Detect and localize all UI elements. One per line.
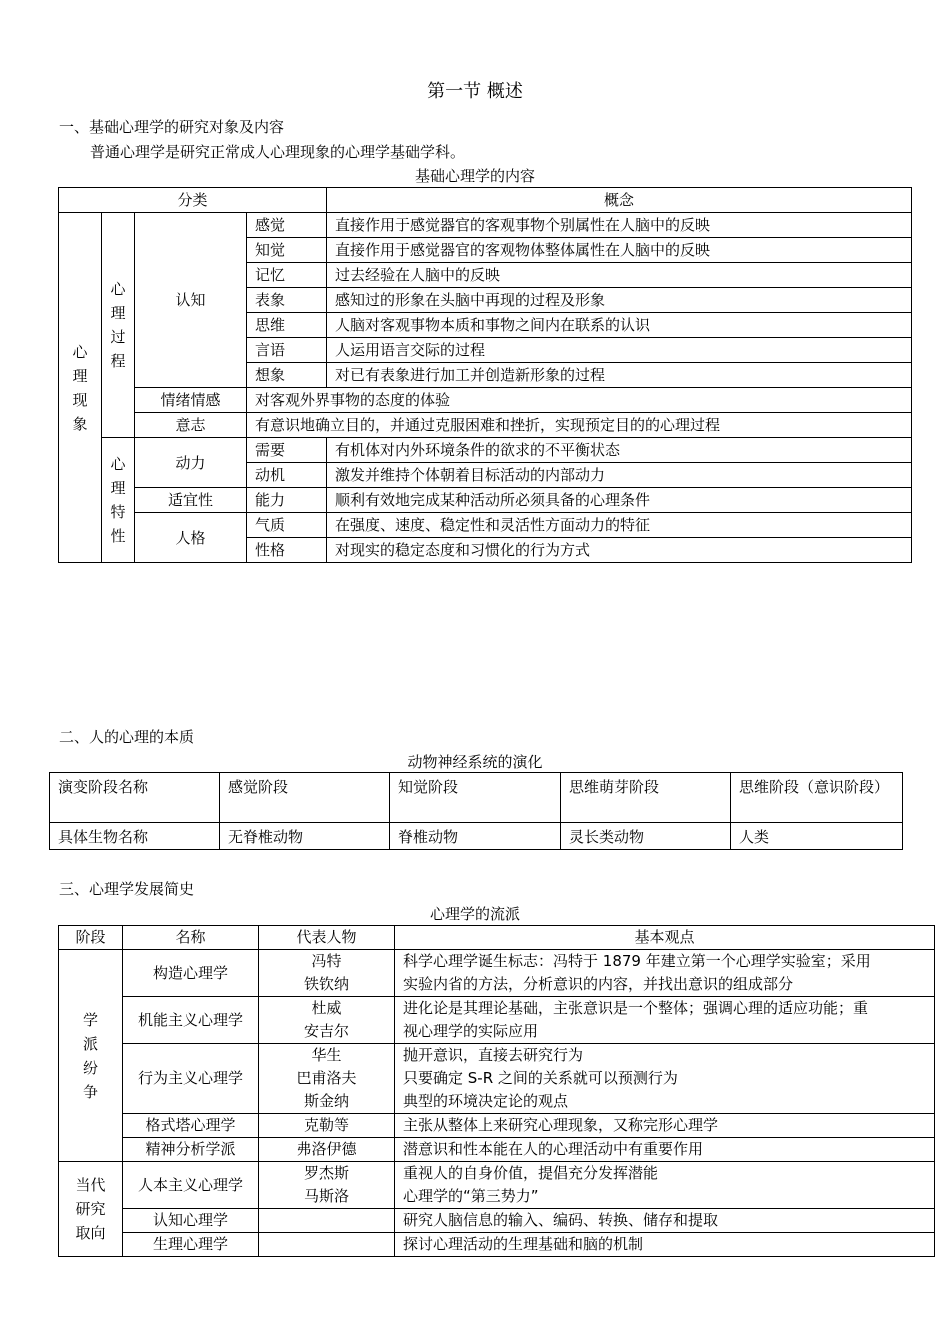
- definition-cell: 直接作用于感觉器官的客观物体整体属性在人脑中的反映: [327, 238, 912, 263]
- definition-cell: 人脑对客观事物本质和事物之间内在联系的认识: [327, 313, 912, 338]
- organism-cell: 具体生物名称: [50, 823, 220, 850]
- header-category: 分类: [59, 188, 327, 213]
- nervous-system-table: [49, 772, 903, 850]
- term-cell: 感觉: [247, 213, 327, 238]
- cognition-label: 认知: [135, 213, 247, 388]
- organism-cell: 脊椎动物: [390, 823, 561, 850]
- page-title: 第一节 概述: [427, 81, 523, 102]
- will-label: 意志: [135, 413, 247, 438]
- aptitude-label: 适宜性: [135, 488, 247, 513]
- school-people: 克勒等: [259, 1114, 395, 1138]
- personality-label: 人格: [135, 513, 247, 563]
- school-name: 精神分析学派: [123, 1138, 259, 1162]
- root-label: 心 理 现 象: [59, 213, 102, 563]
- section1-intro: 普通心理学是研究正常成人心理现象的心理学基础学科。: [90, 143, 466, 161]
- school-people: 弗洛伊德: [259, 1138, 395, 1162]
- emotion-label: 情绪情感: [135, 388, 247, 413]
- section3-heading: 三、心理学发展简史: [59, 880, 195, 898]
- term-cell: 表象: [247, 288, 327, 313]
- school-people: 华生 巴甫洛夫 斯金纳: [259, 1044, 395, 1114]
- term-cell: 动机: [247, 463, 327, 488]
- definition-cell: 直接作用于感觉器官的客观事物个别属性在人脑中的反映: [327, 213, 912, 238]
- definition-cell: 有意识地确立目的，并通过克服困难和挫折，实现预定目的的心理过程: [247, 413, 912, 438]
- school-views: 抛开意识，直接去研究行为 只要确定 S-R 之间的关系就可以预测行为 典型的环境决定论的观点: [395, 1044, 935, 1114]
- school-views: 主张从整体上来研究心理现象，又称完形心理学: [395, 1114, 935, 1138]
- header-concept: 概念: [327, 188, 912, 213]
- school-people: [259, 1209, 395, 1233]
- organism-cell: 无脊椎动物: [220, 823, 390, 850]
- stage1-label: 学 派 纷 争: [59, 950, 123, 1162]
- school-views: 研究人脑信息的输入、编码、转换、储存和提取: [395, 1209, 935, 1233]
- definition-cell: 有机体对内外环境条件的欲求的不平衡状态: [327, 438, 912, 463]
- school-name: 人本主义心理学: [123, 1162, 259, 1209]
- psychology-content-table: [58, 187, 912, 563]
- stage-cell: 感觉阶段: [220, 773, 390, 823]
- definition-cell: 在强度、速度、稳定性和灵活性方面动力的特征: [327, 513, 912, 538]
- definition-cell: 对客观外界事物的态度的体验: [247, 388, 912, 413]
- definition-cell: 对已有表象进行加工并创造新形象的过程: [327, 363, 912, 388]
- school-views: 科学心理学诞生标志：冯特于 1879 年建立第一个心理学实验室；采用 实验内省的方法，分析意识的内容，并找出意识的组成部分: [395, 950, 935, 997]
- term-cell: 需要: [247, 438, 327, 463]
- header-views: 基本观点: [395, 926, 935, 950]
- organism-cell: 人类: [731, 823, 903, 850]
- definition-cell: 对现实的稳定态度和习惯化的行为方式: [327, 538, 912, 563]
- school-views: 探讨心理活动的生理基础和脑的机制: [395, 1233, 935, 1257]
- stage-cell: 知觉阶段: [390, 773, 561, 823]
- school-views: 进化论是其理论基础，主张意识是一个整体；强调心理的适应功能；重 视心理学的实际应用: [395, 997, 935, 1044]
- school-name: 机能主义心理学: [123, 997, 259, 1044]
- section1-heading: 一、基础心理学的研究对象及内容: [59, 118, 285, 136]
- header-people: 代表人物: [259, 926, 395, 950]
- school-name: 生理心理学: [123, 1233, 259, 1257]
- school-name: 行为主义心理学: [123, 1044, 259, 1114]
- school-people: 冯特 铁钦纳: [259, 950, 395, 997]
- section2-heading: 二、人的心理的本质: [59, 728, 195, 746]
- schools-table: [58, 925, 935, 1257]
- table1-caption: 基础心理学的内容: [414, 167, 535, 185]
- motivation-label: 动力: [135, 438, 247, 488]
- school-name: 构造心理学: [123, 950, 259, 997]
- term-cell: 气质: [247, 513, 327, 538]
- stage-cell: 思维阶段（意识阶段）: [731, 773, 903, 823]
- definition-cell: 人运用语言交际的过程: [327, 338, 912, 363]
- term-cell: 能力: [247, 488, 327, 513]
- term-cell: 思维: [247, 313, 327, 338]
- definition-cell: 感知过的形象在头脑中再现的过程及形象: [327, 288, 912, 313]
- table2-caption: 动物神经系统的演化: [407, 753, 543, 771]
- stage2-label: 当代 研究 取向: [59, 1162, 123, 1257]
- school-name: 认知心理学: [123, 1209, 259, 1233]
- header-stage: 阶段: [59, 926, 123, 950]
- group-trait-label: 心 理 特 性: [102, 438, 135, 563]
- stage-cell: 思维萌芽阶段: [561, 773, 731, 823]
- definition-cell: 激发并维持个体朝着目标活动的内部动力: [327, 463, 912, 488]
- group-process-label: 心 理 过 程: [102, 213, 135, 438]
- header-name: 名称: [123, 926, 259, 950]
- school-views: 潜意识和性本能在人的心理活动中有重要作用: [395, 1138, 935, 1162]
- school-people: 杜威 安吉尔: [259, 997, 395, 1044]
- school-views: 重视人的自身价值，提倡充分发挥潜能 心理学的“第三势力”: [395, 1162, 935, 1209]
- term-cell: 言语: [247, 338, 327, 363]
- school-name: 格式塔心理学: [123, 1114, 259, 1138]
- term-cell: 想象: [247, 363, 327, 388]
- school-people: 罗杰斯 马斯洛: [259, 1162, 395, 1209]
- stage-cell: 演变阶段名称: [50, 773, 220, 823]
- term-cell: 性格: [247, 538, 327, 563]
- term-cell: 知觉: [247, 238, 327, 263]
- definition-cell: 顺利有效地完成某种活动所必须具备的心理条件: [327, 488, 912, 513]
- definition-cell: 过去经验在人脑中的反映: [327, 263, 912, 288]
- term-cell: 记忆: [247, 263, 327, 288]
- organism-cell: 灵长类动物: [561, 823, 731, 850]
- table3-caption: 心理学的流派: [429, 905, 520, 923]
- school-people: [259, 1233, 395, 1257]
